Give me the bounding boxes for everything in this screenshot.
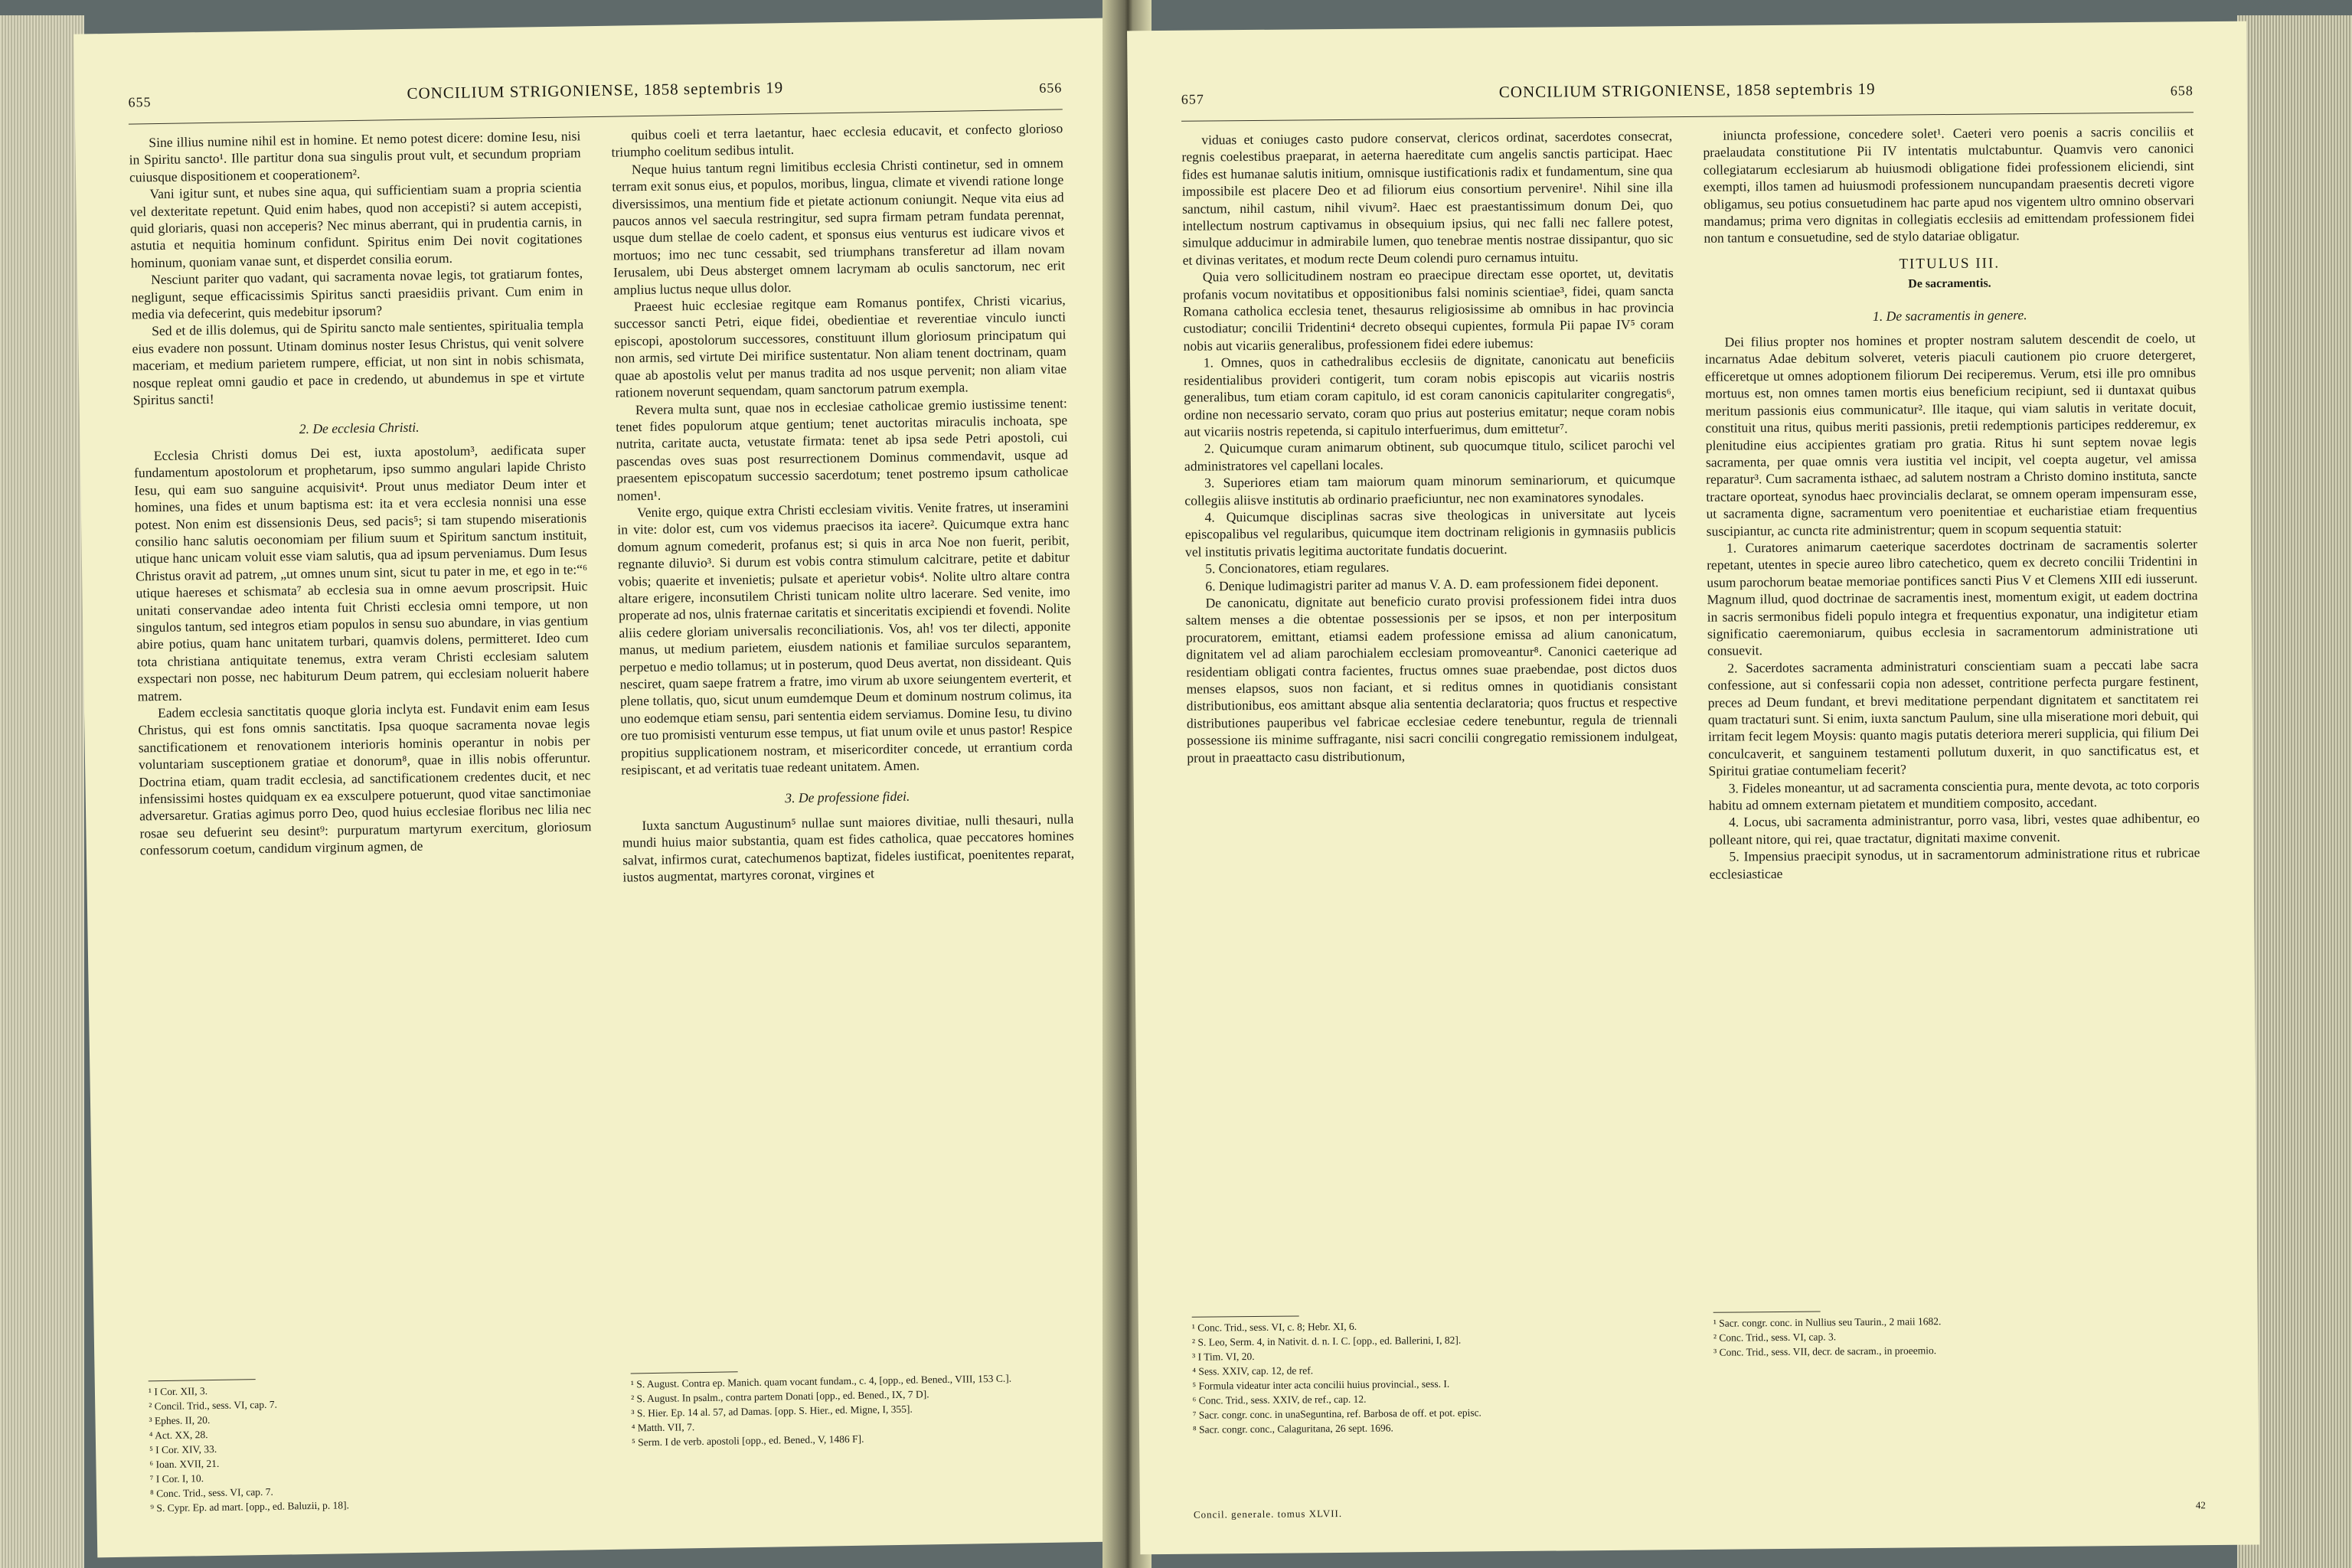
- paragraph: 2. Sacerdotes sacramenta administraturi conscientiam suam a peccati labe sacra confessione, aut si confessarii copia non adesset, contritione perfecta purgare festinent, preces ad Deum fundant, et brevi meditatione perpendant dignitatem et sanctitatem rei quam tractaturi sunt. Si enim, iuxta sanctum Paulum, sine ulla miseratione mori debuit, qui irritam fecit legem Moysis: quanto magis putatis deteriora mereri supplicia, qui filium Dei conculcaverit, et sanguinem testamenti pollutum duxerit, in quo sanctificatus est, et Spiritui gratiae contumeliam fecerit?: [1707, 655, 2200, 779]
- paragraph: Revera multa sunt, quae nos in ecclesiae catholicae gremio iustissime tenent: tenet fides populorum atque gentium; tenet auctoritas miraculis inchoata, spe nutrita, caritate aucta, vetustate firmata: tenet ab ipsa sede Petri apostoli, cui pascendas oves suas post resurrectionem Dominus commendavit, usque ad praesentem episcopatum successio sacerdotum; tenet postremo ipsum catholicae nomen¹.: [616, 394, 1069, 504]
- paragraph: 4. Locus, ubi sacramenta administrantur, porro vasa, libri, vestes quae adhibentur, eo polleant nitore, qui rei, quae tractatur, dignitati maxime convenit.: [1709, 810, 2200, 848]
- footnote-rule: [1192, 1315, 1299, 1317]
- footnote: ⁵ I Cor. XIV, 33.: [149, 1442, 217, 1456]
- footnote: ¹ Sacr. congr. conc. in Nullius seu Taurin., 2 maii 1682.: [1713, 1315, 1942, 1329]
- paragraph: Dei filius propter nos homines et propter nostram salutem descendit de coelo, ut incarnatus Adae debitum solveret, veteris piaculi cautionem pio cruore detergeret, efficeretque ut omnes adoptionem filiorum Dei reciperemus. Verum, etsi ille pro omnibus mortuus est, non omnes tamen mortis eius beneficium recipiunt, sed ii duntaxat quibus meritum passionis eius communicatur². Ille itaque, qui viam salutis in veritate docuit, constituit una ritus, quibus meriti passionis, pretii redemptionis participes redderemur, ex plenitudine eius accipientes gratiam pro gratia. Ritus hi sunt septem novae legis sacramenta, per quae omnis vera iustitia vel incipit, vel coepta augetur, vel amissa reparatur³. Cum sacramenta isthaec, ad salutem nostram a Christo domino instituta, sancte tractare oporteat, synodus haec provincialis declarat, se omnem operam impensuram esse, ut sacramenta digne, sacramentum vero poenitentiae et eucharistiae etiam frequentius suscipiantur, ac cuncta rite administrentur; quem in scopum sequentia statuit:: [1704, 330, 2197, 539]
- footnote: ² S. August. In psalm., contra partem Donati [opp., ed. Bened., IX, 7 D].: [631, 1388, 929, 1405]
- text-column-2: [1703, 122, 2200, 883]
- footnote: ⁹ S. Cypr. Ep. ad mart. [opp., ed. Baluzii, p. 18].: [150, 1499, 350, 1514]
- paragraph: Nesciunt pariter quo vadant, qui sacramenta novae legis, tot gratiarum fontes, negligunt, seque efficacissimis Spiritus sancti praesidiis privant. Cum enim in media via defecerint, quis medebitur ipsorum?: [131, 265, 583, 322]
- paragraph: Eadem ecclesia sanctitatis quoque gloria inclyta est. Fundavit enim eam Iesus Christus, qui est fons omnis sanctitatis. Ipsa quoque sacramenta novae legis sanctificationem et renovationem interioris hominis operantur in nobis per voluntariam susceptionem gratiae et donorum⁸, quae in illis nobis offeruntur. Doctrina etiam, quam tradit ecclesia, ad sanctificationem credentes ducit, et nec infensissimi hostes quidquam ex ea exsculpere potuerunt, quod vitae sanctimoniae adversaretur. Gratias agimus porro Deo, quod huius ecclesiae floribus nec lilia nec rosae seu defuerint seu desint⁹: purpuratum martyrum exercitum, gloriosum confessorum coetum, candidum virginum agmen, de: [138, 698, 592, 858]
- paragraph: iniuncta professione, concedere solet¹. Caeteri vero poenis a sacris conciliis et praelaudata constitutione Pii IV intentatis mulctabuntur. Quamvis vero canonici collegiatarum ecclesiarum ab huiusmodi obligatione fidei professionem eliciendi, sint exempti, illos tamen ad huiusmodi professionem nuncupandam praesentis decreti vigore obligamus, seu potius consuetudinem hac parte apud nos vigentem ultro omnino observari mandamus; prima vero dignitas in collegiatis ecclesiis ad emittendam professionem fidei non tantum e consuetudine, sed de stylo datariae obligatur.: [1703, 123, 2195, 247]
- section-heading: 3. De professione fidei.: [785, 789, 910, 806]
- paragraph: Venite ergo, quique extra Christi ecclesiam vivitis. Venite fratres, ut inseramini in vite: dolor est, cum vos videmus praecisos ita iacere². Quicumque extra hanc domum agnum comederit, profanus est; si quis in arca Noe non fuerit, peribit, regnante diluvio³. Si durum est vobis contra stimulum calcitrare, petite et dabitur vobis; quaerite et invenietis; pulsate et aperietur vobis⁴. Nolite ultro altare contra altare erigere, inconsutilem Christi tunicam nolite ultro lacerare. Sed venite, imo properate ad nos, ulnis fraternae caritatis et sinceritatis excipiendi et fovendi. Nolite aliis cedere gloriam universalis reconciliationis. Vos, ah! vos ter dilecti, apponite manus, ut medium parietem, eiusdem nationis et familiae surculos separantem, perpetuo e medio tollamus; ut in posterum, quod Deus avertat, non dissideant. Quis nesciret, quam saepe fratrem a fratre, imo virum ab uxore seiungentem everterit, et plene tollatis, quo, sicut unum eumdemque Deum et dominum nostrum colimus, ita uno eodemque etiam sensu, pari sententia eidem serviamus. Domine Iesu, tu divino ore tuo promisisti venturum esse tempus, ut fiat unum ovile et unus pastor! Respice propitius supplicationem nostram, et misericorditer concede, ut errantium corda resipiscant, et ad veritatis tuae redeant unitatem. Amen.: [617, 498, 1073, 778]
- paragraph: quibus coeli et terra laetantur, haec ecclesia educavit, et confecto glorioso triumpho coelitum sedibus intulit.: [611, 120, 1063, 161]
- paragraph: 5. Concionatores, etiam regulares.: [1205, 559, 1390, 577]
- footnote: ⁵ Formula videatur inter acta concilii huius provincial., sess. I.: [1192, 1377, 1450, 1392]
- footnote: ⁸ Sacr. congr. conc., Calaguritana, 26 sept. 1696.: [1192, 1422, 1393, 1436]
- footnote: ⁴ Matth. VII, 7.: [631, 1421, 695, 1434]
- running-title: CONCILIUM STRIGONIENSE, 1858 septembris 19: [1498, 79, 1876, 102]
- paragraph: Iuxta sanctum Augustinum⁵ nullae sunt maiores divitiae, nulli thesauri, nulla mundi huius maior substantia, quam est fides catholica, quae peccatores homines salvat, infirmos curat, catechumenos baptizat, fideles iustificat, poenitentes reparat, iustos augmentat, martyres coronat, virgines et: [622, 811, 1075, 885]
- footnote: ⁴ Sess. XXIV, cap. 12, de ref.: [1192, 1364, 1314, 1377]
- footnote: ¹ Conc. Trid., sess. VI, c. 8; Hebr. XI, 6.: [1191, 1320, 1357, 1334]
- paragraph: 2. Quicumque curam animarum obtinent, sub quocumque titulo, scilicet parochi vel administratores vel capellani locales.: [1184, 436, 1675, 474]
- paragraph: 1. Omnes, quos in cathedralibus ecclesiis de dignitate, canonicatu aut beneficiis residentialibus provideri contigerit, tum coram nobis episcopis aut vicariis nostris generalibus, tum etiam coram capitulo, id est coram canonicis capitulariter congregatis⁶, ordine non necessario servato, coram quo prius aut posterius emitatur; neque coram nobis aut vicariis nostris repetenda, si capitulo interfuerimus, dum emittetur⁷.: [1183, 351, 1675, 439]
- footnote: ³ Conc. Trid., sess. VII, decr. de sacram., in proeemio.: [1713, 1344, 1937, 1358]
- footnote-rule: [631, 1371, 738, 1374]
- footnotes: [149, 1366, 1085, 1515]
- footnote: ⁷ I Cor. I, 10.: [149, 1472, 204, 1485]
- footnote: ³ I Tim. VI, 20.: [1192, 1350, 1255, 1363]
- footnote: ¹ I Cor. XII, 3.: [148, 1385, 208, 1398]
- page-number-656: 656: [1039, 80, 1063, 96]
- footnotes: [1192, 1308, 2205, 1437]
- paragraph: viduas et coniuges casto pudore conservat, clericos ordinat, sacerdotes consecrat, regnis coelestibus praeparat, in aeterna haereditate cum angelis sanctis participat. Haec fides est humanae salutis initium, omnisque iustificationis radix et fundamentum, sine qua impossibile est placere Deo et ad filiorum eius consortium pervenire¹. Nihil sine illa sanctum, nihil castum, nihil vivum². Haec est praestantissimum donum Dei, quo intellectum nostrum captivamus in obsequium ipsius, qui nec falli nec fallere potest, simulque adducimur in admirabile lumen, quo tenebrae mentis nostrae dissipantur, quo sic et divinas veritates, et modum recte Deum colendi puro cernamus intuitu.: [1181, 128, 1674, 268]
- book-fore-edge-left: [0, 15, 84, 1568]
- right-page: [1127, 21, 2259, 1555]
- footnote: ¹ S. August. Contra ep. Manich. quam vocant fundam., c. 4, [opp., ed. Bened., VIII, 153 C.].: [630, 1372, 1012, 1390]
- footnotes-column-2: [1713, 1308, 2205, 1432]
- footnotes-column-1: [149, 1374, 603, 1515]
- right-running-head: [1181, 77, 2194, 116]
- footnote-rule: [149, 1379, 256, 1381]
- footnote: ² S. Leo, Serm. 4, in Nativit. d. n. I. C. [opp., ed. Ballerini, I, 82].: [1191, 1334, 1462, 1348]
- footnotes-column-1: [1192, 1312, 1684, 1437]
- section-heading: 1. De sacramentis in genere.: [1872, 306, 2027, 324]
- paragraph: De canonicatu, dignitate aut beneficio curato provisi professionem fidei intra duos saltem menses a die obtentae possessionis per se ipsos, et non per interpositum procuratorem, emittant, etiamsi eadem professione emissa ad alium canonicatum, dignitatem vel ad aliam parochialem ecclesiam promoveantur⁸. Canonici caeterique ad residentiam obligati contra facientes, fructus omnes suae praebendae, post dictos duos menses elapsos, suos non faciant, et si reditus omnes in quotidianis consistant distributionibus, eos amittant absque alia sententia declaratoria; quos fructus et respective distributiones pauperibus vel fabricae ecclesiae cedere tenebuntur, regula de triennali possessione iis minime suffragante, nisi sacri concilii congregatio remissionem indulgeat, prout in praeattacto casu distributionum,: [1185, 591, 1678, 766]
- footnote: ⁷ Sacr. congr. conc. in unaSeguntina, ref. Barbosa de off. et pot. episc.: [1192, 1406, 1481, 1421]
- footnote: ⁴ Act. XX, 28.: [149, 1429, 208, 1442]
- page-number-657: 657: [1181, 91, 1204, 107]
- title-heading: TITULUS III.: [1899, 255, 2001, 273]
- footnote: ⁶ Conc. Trid., sess. XXIV, de ref., cap. 12.: [1192, 1393, 1367, 1406]
- paragraph: Neque huius tantum regni limitibus ecclesia Christi continetur, sed in omnem terram exit sonus eius, et populos, moribus, lingua, climate et vivendi ratione longe diversissimos, una mentium fide et pietate actionum coniungit. Neque vita eius ad paucos annos vel saecula restringitur, sed supra firmam petram fundata perennat, usque dum stellae de coelo cadent, et sponsus eius venturus est iudicare vivos et mortuos; imo nec tunc cessabit, sed triumphans transferetur ad illam novam Ierusalem, ubi Deus absterget omnem lacrymam ab oculis sanctorum, nec erit amplius luctus neque ullus dolor.: [612, 155, 1066, 298]
- section-heading: 2. De ecclesia Christi.: [299, 419, 420, 436]
- footnote: ² Conc. Trid., sess. VI, cap. 3.: [1713, 1331, 1837, 1344]
- footnote: ³ Ephes. II, 20.: [149, 1414, 211, 1427]
- title-heading: De sacramentis.: [1908, 276, 1991, 291]
- paragraph: 6. Denique ludimagistri pariter ad manus V. A. D. eam professionem fidei deponent.: [1205, 573, 1659, 594]
- paragraph: 5. Impensius praecipit synodus, ut in sacramentorum administratione ritus et rubricae ecclesiasticae: [1709, 844, 2200, 882]
- footnote: ⁵ Serm. I de verb. apostoli [opp., ed. Bened., V, 1486 F].: [631, 1432, 864, 1449]
- page-number-658: 658: [2170, 83, 2194, 99]
- sheet-number: 42: [2195, 1499, 2206, 1511]
- left-running-head: [128, 74, 1062, 119]
- left-page: [74, 18, 1138, 1557]
- volume-signature: Concil. generale. tomus XLVII.: [1193, 1508, 1343, 1521]
- footnote: ³ S. Hier. Ep. 14 al. 57, ad Damas. [opp. S. Hier., ed. Migne, I, 355].: [631, 1403, 913, 1419]
- paragraph: Sine illius numine nihil est in homine. Et nemo potest dicere: domine Iesu, nisi in Spiritu sancto¹. Ille partitur dona sua singulis prout vult, et secundum propriam cuiusque dispositionem et cooperationem².: [129, 128, 581, 185]
- footnote: ⁸ Conc. Trid., sess. VI, cap. 7.: [149, 1485, 273, 1500]
- text-column-2: [611, 119, 1075, 886]
- paragraph: 1. Curatores animarum caeterique sacerdotes doctrinam de sacramentis solerter repetant, utentes in specie aureo libro catechetico, quem ex decreto concilii Tridentini in usum parochorum beatae memoriae pontifices sancti Pius V et Clemens XIII edi iusserunt. Magnum illud, quod doctrinae de sacramentis inest, momentum exigit, ut eadem doctrina in sacris sermonibus fideli populo integra et frequentius exponatur, una indigitetur etiam significatio caeremoniarum, quibus ecclesia in sacramentorum administratione uti consuevit.: [1707, 536, 2198, 659]
- paragraph: Sed et de illis dolemus, qui de Spiritu sancto male sentientes, spiritualia templa eius evadere non possunt. Utinam dominus noster Iesus Christus, qui venit solvere maceriam, et medium parietem rumpere, efficiat, ut non sint in nobis schismata, nosque repleat omni gaudio et pace in credendo, ut abundemus in spe et virtute Spiritus sancti!: [132, 316, 585, 408]
- paragraph: Vani igitur sunt, et nubes sine aqua, qui sufficientiam suam a propria scientia vel dexteritate repetunt. Quid enim habes, quod non accepisti? si autem accepisti, quid gloriaris, quasi non acceperis? Nec minus aberrant, qui in prudentia carnis, in astutia et nequitia hominum confidunt. Spiritus enim Dei novit cogitationes hominum, quoniam vanae sunt, et disperdet consilia eorum.: [129, 179, 583, 271]
- paragraph: 4. Quicumque disciplinas sacras sive theologicas in universitate aut lyceis episcopalibus vel regularibus, quicumque item doctrinam religionis in gymnasiis publicis vel institutis privatis legitima auctoritate fundatis docuerint.: [1184, 505, 1676, 560]
- paragraph: Quia vero sollicitudinem nostram eo praecipue directam esse oportet, ut, devitatis profanis vocum novitatibus et oppositionibus falsi nominis scientiae³, fidei, quam sancta Romana catholica ecclesia tenet, thesaurus religiosissime ab omnibus in hac provincia custodiatur; concilii Tridentini⁴ decreto obsequi cupientes, formula Pii papae IV⁵ coram nobis aut vicariis generalibus, professionem fidei edere iubemus:: [1182, 265, 1674, 354]
- running-title: CONCILIUM STRIGONIENSE, 1858 septembris 19: [407, 78, 784, 103]
- footnote: ² Concil. Trid., sess. VI, cap. 7.: [149, 1398, 278, 1413]
- paragraph: 3. Fideles moneantur, ut ad sacramenta conscientia pura, mente devota, ac toto corporis habitu ad omnem externam pietatem et munditiem composito, accedant.: [1708, 776, 2200, 813]
- paragraph: 3. Superiores etiam tam maiorum quam minorum seminariorum, et quicumque collegiis aliisve institutis ab ordinario praeficiuntur, nec non examinatores synodales.: [1184, 471, 1676, 508]
- paragraph: Praeest huic ecclesiae regitque eam Romanus pontifex, Christi vicarius, successor sancti Petri, eique fidei, obedientiae et reverentiae vinculo iuncti episcopi, apostolorum successores, constituunt illum gloriosum principatum qui non armis, sed virtute Dei mirifice sustentatur. Non aliam tenent doctrinam, quam quae ab apostolis velut per manus tradita ad nos usque pervenit; non aliam vitae rationem noverunt sequendam, quam sanctorum patrum exempla.: [613, 292, 1067, 400]
- footnotes-column-2: [631, 1366, 1085, 1508]
- footnote-rule: [1713, 1312, 1821, 1313]
- paragraph: Ecclesia Christi domus Dei est, iuxta apostolum³, aedificata super fundamentum apostolorum et prophetarum, ipso summo angulari lapide Christo Iesu, qui eam suo sanguine acquisivit⁴. Prout unus mediator Deum inter et homines, una fides et unum baptisma est: ita et vera ecclesia nonnisi una esse potest. Non enim est dissensionis Deus, sed pacis⁵; si tam stupendo miserationis consilio hanc salutis oeconomiam per filium suum et Spiritum sanctum instituit, utique hanc unicam voluit esse viam salutis, qua ad ipsum perveniamus. Dum Iesus Christus oravit ad patrem, „ut omnes unum sint, sicut tu pater in me, et ego in te:“⁶ utique haereses et schismata⁷ ab ecclesia sua in omne aevum proscripsit. Huic unitati conservandae adeo intenta fuit Christi ecclesia omni tempore, ut non singulos tantum, sed integros etiam populos in sensu suo abundare, in vias gentium abire potius, quam hanc unitatem turbari, quamvis dolens, permitteret. Ideo cum tota christiana antiquitate tenemus, extra veram Christi ecclesiam salutem exspectari non posse, nec habiturum Deum patrem, qui ecclesiam noluerit habere matrem.: [133, 441, 590, 704]
- text-column-1: [129, 127, 593, 893]
- page-number-655: 655: [128, 94, 152, 110]
- footnote: ⁶ Ioan. XVII, 21.: [149, 1457, 220, 1471]
- text-column-1: [1181, 127, 1679, 887]
